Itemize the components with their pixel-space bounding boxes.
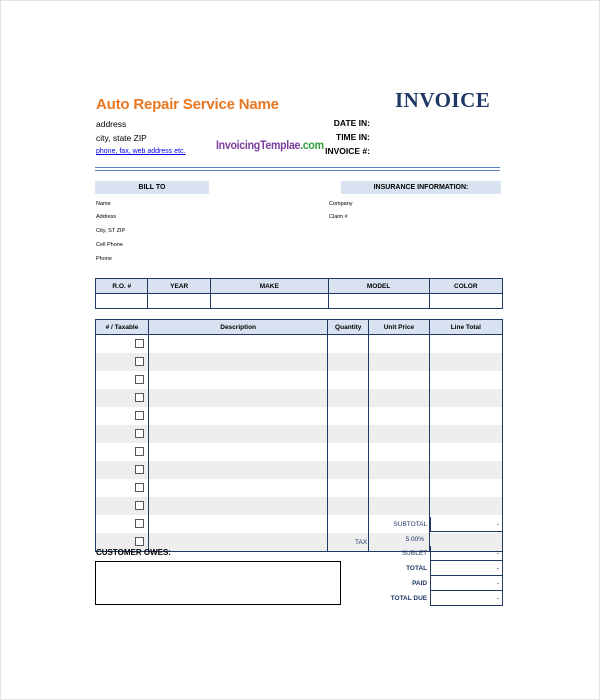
date-in-label: DATE IN: bbox=[333, 118, 370, 128]
bill-to-cell-phone-label: Cell Phone bbox=[96, 242, 123, 248]
quantity-cell[interactable] bbox=[328, 407, 369, 425]
subtotal-label: SUBTOTAL bbox=[393, 520, 428, 528]
line-total-cell bbox=[429, 371, 502, 389]
ro-number-cell[interactable] bbox=[96, 294, 148, 309]
unit-price-cell[interactable] bbox=[369, 497, 429, 515]
taxable-checkbox[interactable] bbox=[135, 393, 144, 402]
table-row bbox=[96, 335, 503, 354]
line-total-cell bbox=[429, 425, 502, 443]
total-due-value: - bbox=[431, 591, 503, 606]
logo-text: InvoicingTemplae bbox=[216, 140, 301, 152]
line-total-cell bbox=[429, 479, 502, 497]
tax-label: TAX bbox=[355, 538, 368, 546]
bill-to-city-label: City, ST ZIP bbox=[96, 228, 126, 234]
taxable-checkbox[interactable] bbox=[135, 339, 144, 348]
quantity-cell[interactable] bbox=[328, 353, 369, 371]
make-cell[interactable] bbox=[210, 294, 328, 309]
description-cell[interactable] bbox=[148, 371, 327, 389]
description-cell[interactable] bbox=[148, 443, 327, 461]
invoice-number-label: INVOICE #: bbox=[325, 146, 370, 156]
subtotal-value: - bbox=[431, 517, 503, 532]
line-total-cell bbox=[429, 389, 502, 407]
total-due-label: TOTAL DUE bbox=[390, 594, 428, 602]
taxable-checkbox[interactable] bbox=[135, 465, 144, 474]
description-cell[interactable] bbox=[148, 461, 327, 479]
customer-owes-box[interactable] bbox=[95, 561, 341, 605]
quantity-cell[interactable] bbox=[328, 497, 369, 515]
logo-domain: .com bbox=[300, 140, 324, 152]
quantity-cell[interactable] bbox=[328, 479, 369, 497]
quantity-cell[interactable] bbox=[328, 425, 369, 443]
insurance-company-label: Company bbox=[329, 201, 353, 207]
description-cell[interactable] bbox=[148, 497, 327, 515]
quantity-cell[interactable] bbox=[328, 371, 369, 389]
description-header: Description bbox=[148, 320, 327, 335]
sublet-label: SUBLET bbox=[401, 549, 428, 557]
unit-price-cell[interactable] bbox=[369, 425, 429, 443]
line-total-cell bbox=[429, 443, 502, 461]
year-cell[interactable] bbox=[148, 294, 210, 309]
table-row bbox=[96, 443, 503, 461]
header-rule-bottom bbox=[95, 170, 500, 171]
taxable-header: # / Taxable bbox=[96, 320, 149, 335]
taxable-checkbox[interactable] bbox=[135, 447, 144, 456]
insurance-claim-label: Claim # bbox=[329, 214, 348, 220]
unit-price-header: Unit Price bbox=[369, 320, 429, 335]
color-cell[interactable] bbox=[429, 294, 502, 309]
make-header: MAKE bbox=[210, 279, 328, 294]
description-cell[interactable] bbox=[148, 389, 327, 407]
taxable-checkbox[interactable] bbox=[135, 501, 144, 510]
line-total-cell bbox=[429, 461, 502, 479]
unit-price-cell[interactable] bbox=[369, 371, 429, 389]
unit-price-cell[interactable] bbox=[369, 335, 429, 354]
description-cell[interactable] bbox=[148, 479, 327, 497]
bill-to-heading: BILL TO bbox=[95, 181, 209, 194]
header-rule-top bbox=[95, 167, 500, 168]
sublet-value[interactable]: - bbox=[431, 546, 503, 561]
line-total-cell bbox=[429, 407, 502, 425]
quantity-cell[interactable] bbox=[328, 461, 369, 479]
model-header: MODEL bbox=[328, 279, 429, 294]
model-cell[interactable] bbox=[328, 294, 429, 309]
description-cell[interactable] bbox=[148, 407, 327, 425]
table-row bbox=[96, 461, 503, 479]
totals-table bbox=[355, 517, 503, 606]
description-cell[interactable] bbox=[148, 533, 327, 552]
company-address: address bbox=[96, 119, 127, 129]
year-header: YEAR bbox=[148, 279, 210, 294]
unit-price-cell[interactable] bbox=[369, 461, 429, 479]
taxable-checkbox[interactable] bbox=[135, 519, 144, 528]
description-cell[interactable] bbox=[148, 515, 327, 533]
company-city-state-zip: city, state ZIP bbox=[96, 133, 147, 143]
paid-value[interactable]: - bbox=[431, 576, 503, 591]
customer-owes-label: CUSTOMER OWES: bbox=[96, 548, 171, 557]
taxable-checkbox[interactable] bbox=[135, 357, 144, 366]
table-row bbox=[96, 353, 503, 371]
table-row bbox=[96, 389, 503, 407]
taxable-checkbox[interactable] bbox=[135, 483, 144, 492]
total-label: TOTAL bbox=[406, 564, 428, 572]
table-row bbox=[96, 371, 503, 389]
company-contact-link[interactable]: phone, fax, web address etc. bbox=[96, 148, 186, 155]
quantity-cell[interactable] bbox=[328, 389, 369, 407]
bill-to-name-label: Name bbox=[96, 201, 111, 207]
unit-price-cell[interactable] bbox=[369, 389, 429, 407]
invoice-title: INVOICE bbox=[395, 88, 491, 112]
bill-to-address-label: Address bbox=[96, 214, 117, 220]
table-row bbox=[96, 497, 503, 515]
taxable-checkbox[interactable] bbox=[135, 537, 144, 546]
unit-price-cell[interactable] bbox=[369, 407, 429, 425]
table-row bbox=[96, 425, 503, 443]
paid-label: PAID bbox=[412, 579, 428, 587]
unit-price-cell[interactable] bbox=[369, 353, 429, 371]
taxable-checkbox[interactable] bbox=[135, 429, 144, 438]
description-cell[interactable] bbox=[148, 335, 327, 354]
quantity-cell[interactable] bbox=[328, 443, 369, 461]
vehicle-table bbox=[95, 278, 503, 309]
company-name: Auto Repair Service Name bbox=[96, 96, 279, 113]
line-total-header: Line Total bbox=[429, 320, 502, 335]
unit-price-cell[interactable] bbox=[369, 479, 429, 497]
bill-to-phone-label: Phone bbox=[96, 256, 112, 262]
line-total-cell bbox=[429, 335, 502, 354]
description-cell[interactable] bbox=[148, 353, 327, 371]
table-row bbox=[96, 407, 503, 425]
taxable-checkbox[interactable] bbox=[135, 375, 144, 384]
line-total-cell bbox=[429, 353, 502, 371]
insurance-heading: INSURANCE INFORMATION: bbox=[341, 181, 501, 194]
time-in-label: TIME IN: bbox=[336, 132, 370, 142]
table-row bbox=[96, 479, 503, 497]
unit-price-cell[interactable] bbox=[369, 443, 429, 461]
ro-number-header: R.O. # bbox=[96, 279, 148, 294]
quantity-header: Quantity bbox=[328, 320, 369, 335]
total-value: - bbox=[431, 561, 503, 576]
quantity-cell[interactable] bbox=[328, 335, 369, 354]
tax-rate[interactable]: 5.00% bbox=[405, 535, 425, 543]
description-cell[interactable] bbox=[148, 425, 327, 443]
color-header: COLOR bbox=[429, 279, 502, 294]
line-total-cell bbox=[429, 497, 502, 515]
taxable-checkbox[interactable] bbox=[135, 411, 144, 420]
